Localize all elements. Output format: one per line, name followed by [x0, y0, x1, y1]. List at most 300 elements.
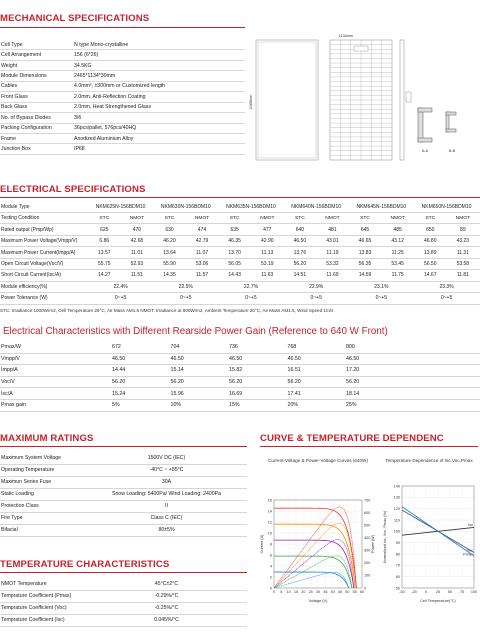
electrical-row — [0, 259, 480, 270]
iv-y-right-tick: 600 — [364, 510, 371, 515]
efficiency-label: Module efficiency(%) — [1, 283, 48, 290]
efficiency-value: 22.7% — [243, 283, 259, 290]
rearside-value: 704 — [170, 344, 180, 351]
rearside-value: 46.50 — [170, 355, 184, 362]
iv-y-label: Current (A) — [260, 534, 264, 554]
electrical-row — [0, 202, 480, 213]
temp-dependence-title: Temperature Dependence of Isc,Voc,Pmax — [385, 458, 473, 463]
max-rating-key: Static Loading — [1, 491, 34, 498]
tolerance-value: 0~+5 — [440, 295, 453, 302]
iv-y-tick: 2 — [269, 575, 272, 580]
iv-y-tick: 6 — [269, 553, 272, 558]
electrical-param-label: Open Circuit Voltage(Voc/V) — [1, 260, 64, 267]
rearside-value: 15.82 — [229, 367, 243, 374]
rearside-value: 768 — [287, 344, 297, 351]
mechanical-key: Weight — [1, 62, 18, 69]
rearside-value: 15.24 — [112, 390, 126, 397]
td-y-tick: 100 — [393, 529, 400, 534]
max-rating-value: Class C (IEC) — [150, 515, 183, 522]
iv-x-tick: 20 — [301, 590, 306, 594]
rearside-label: Isc/A — [1, 390, 13, 397]
td-x-tick: 25 — [435, 590, 441, 594]
td-y-tick: 80 — [395, 552, 400, 557]
mechanical-row — [0, 113, 245, 123]
mechanical-key: Junction Box — [1, 146, 31, 153]
electrical-value: 13.89 — [423, 249, 437, 256]
rearside-value: 56.20 — [112, 379, 126, 386]
td-series-label: Isc — [468, 522, 473, 527]
td-series-label: Voc — [466, 548, 473, 553]
td-y-tick: 70 — [395, 563, 400, 568]
curves-title: CURVE & TEMPERATURE DEPENDENC — [260, 433, 444, 444]
max-ratings-table — [0, 453, 247, 537]
rearside-table — [0, 342, 480, 412]
iv-x-tick: 60 — [359, 590, 365, 594]
iv-curve-line — [274, 572, 349, 588]
iv-y-right-tick: 0 — [364, 586, 367, 591]
rearside-value: 5% — [112, 402, 120, 409]
electrical-value: 11.81 — [456, 272, 469, 279]
max-rating-row — [0, 501, 247, 513]
temperature-value: 45°C±2°C — [154, 581, 179, 588]
mechanical-key: Cables — [1, 83, 18, 90]
iv-y-tick: 10 — [267, 531, 272, 536]
mechanical-row — [0, 92, 245, 102]
electrical-value: 43.12 — [391, 238, 404, 245]
condition-cell: NMOT — [129, 215, 145, 221]
max-rating-value: II — [165, 503, 168, 510]
testing-condition-label: Testing Condition — [1, 215, 40, 222]
max-rating-row — [0, 465, 247, 477]
iv-y-right-tick: 500 — [364, 523, 371, 528]
iv-x-tick: 5 — [280, 590, 283, 594]
mechanical-value: Anodized Aluminium Alloy — [74, 135, 134, 142]
rearside-value: 46.50 — [229, 355, 243, 362]
electrical-value: 43.01 — [326, 238, 339, 245]
mechanical-key: Cell Arrangement — [1, 52, 42, 59]
condition-cell: NMOT — [194, 215, 210, 221]
temperature-rule — [0, 572, 247, 573]
iv-x-tick: 50 — [345, 590, 350, 594]
electrical-value: 11.51 — [130, 272, 143, 279]
electrical-value: 11.75 — [391, 272, 404, 279]
iv-x-tick: 10 — [286, 590, 291, 594]
electrical-value: 53.19 — [261, 260, 274, 267]
electrical-value: 11.69 — [326, 272, 339, 279]
front-view — [256, 40, 318, 160]
rearside-value: 46.50 — [287, 355, 301, 362]
model-name: NKM650N-156BDM10 — [421, 204, 472, 210]
mechanical-value: N type Mono-crystalline — [74, 41, 129, 48]
condition-cell: STC — [360, 215, 370, 221]
mechanical-value: 2.0mm, Heat Strengthened Glass — [74, 104, 151, 111]
efficiency-value: 23.3% — [439, 283, 454, 290]
iv-curve-chart — [258, 458, 378, 643]
max-ratings-rule — [0, 446, 247, 447]
mechanical-value: IP68 — [74, 146, 85, 153]
iv-x-label: Voltage (V) — [308, 599, 328, 603]
iv-curve-line — [274, 540, 354, 588]
dim-top: 1134mm — [338, 34, 354, 38]
temperature-key: Temprature Coefficient (Voc) — [1, 605, 67, 612]
iv-x-tick: 25 — [308, 590, 313, 594]
electrical-value: 640 — [295, 226, 305, 233]
electrical-value: 14.67 — [423, 272, 437, 279]
section-b-label: B-B — [448, 149, 456, 153]
mechanical-row — [0, 144, 245, 154]
temperature-key: Temprature Coefficient (Isc) — [1, 617, 65, 624]
electrical-value: 13.64 — [163, 249, 176, 256]
mechanical-row — [0, 134, 245, 144]
mechanical-value: 3/6 — [74, 114, 82, 121]
electrical-value: 13.83 — [358, 249, 372, 256]
temperature-row — [0, 615, 247, 627]
electrical-row — [0, 213, 480, 224]
mechanical-row — [0, 61, 245, 71]
max-rating-row — [0, 525, 247, 537]
electrical-value: 53.58 — [456, 260, 470, 267]
electrical-value: 14.51 — [293, 272, 307, 279]
electrical-title: ELECTRICAL SPECIFICATIONS — [0, 184, 146, 195]
electrical-value: 630 — [165, 226, 174, 233]
electrical-value: 13.76 — [293, 249, 307, 256]
module-type-label: Module Type — [1, 204, 30, 210]
rearside-value: 56.20 — [346, 379, 360, 386]
electrical-value: 55.75 — [98, 260, 111, 267]
electrical-value: 11.07 — [196, 249, 209, 256]
td-y-tick: 140 — [393, 484, 400, 489]
electrical-value: 56.35 — [358, 260, 372, 267]
electrical-value: 56.20 — [293, 260, 307, 267]
electrical-value: 56.05 — [228, 260, 241, 267]
electrical-value: 53.45 — [391, 260, 404, 267]
td-series-label: Pmax — [463, 552, 473, 557]
electrical-param-label: Maximum Power Current(Impp/A) — [1, 249, 76, 256]
iv-x-tick: 0 — [272, 590, 276, 594]
td-x-tick: 0 — [424, 590, 428, 594]
electrical-value: 53.32 — [326, 260, 339, 267]
electrical-value: 43.23 — [456, 238, 470, 245]
iv-y-tick: 4 — [269, 564, 272, 569]
temp-dependence-chart — [380, 458, 478, 643]
condition-cell: STC — [164, 215, 175, 221]
model-name: NKM640N-156BDM10 — [291, 204, 342, 210]
temperature-key: Temprature Coefficient (Pmax) — [1, 593, 72, 600]
iv-y-tick: 14 — [267, 509, 272, 514]
electrical-row — [0, 282, 480, 293]
iv-y-right-tick: 300 — [364, 548, 371, 553]
rearside-value: 16.69 — [229, 390, 243, 397]
electrical-value: 481 — [328, 226, 337, 233]
condition-cell: NMOT — [325, 215, 340, 221]
electrical-value: 645 — [360, 226, 370, 233]
max-rating-key: Maximun Series Fuse — [1, 479, 52, 486]
mechanical-row — [0, 103, 245, 113]
max-rating-value: 80±5% — [158, 527, 175, 534]
mechanical-title: MECHANICAL SPECIFICATIONS — [0, 13, 150, 24]
electrical-value: 11.63 — [261, 272, 274, 279]
td-x-label: Cell Temperature(°C) — [420, 599, 456, 603]
td-x-tick: 50 — [447, 590, 453, 594]
electrical-value: 11.19 — [326, 249, 339, 256]
temperature-value: 0.045%/°C — [154, 617, 179, 624]
tolerance-value: 0~+5 — [180, 295, 192, 302]
rearside-row — [0, 377, 480, 389]
condition-cell: NMOT — [455, 215, 471, 221]
td-y-tick: 120 — [393, 506, 400, 511]
electrical-value: 46.50 — [293, 238, 307, 245]
tolerance-value: 0~+5 — [245, 295, 257, 302]
pv-curve-line — [274, 539, 354, 588]
electrical-value: 52.93 — [130, 260, 144, 267]
rearside-value: 18.14 — [346, 390, 360, 397]
temperature-title: TEMPERATURE CHARACTERISTICS — [0, 559, 170, 570]
electrical-param-label: Short Circuit Current(Isc/A) — [1, 272, 62, 279]
mechanical-value: 34.5KG — [74, 62, 92, 69]
electrical-rule — [0, 197, 480, 198]
temperature-row — [0, 579, 247, 591]
iv-y-tick: 16 — [267, 498, 272, 503]
electrical-value: 474 — [197, 226, 207, 233]
mechanical-rule — [0, 27, 245, 28]
iv-x-tick: 35 — [323, 590, 328, 594]
rearside-row — [0, 354, 480, 366]
efficiency-value: 23.1% — [374, 283, 389, 290]
mounting-hole-detail — [406, 92, 411, 102]
mechanical-key: Cell Type — [1, 41, 23, 48]
max-rating-row — [0, 489, 247, 501]
electrical-value: 470 — [132, 226, 142, 233]
mechanical-row — [0, 82, 245, 92]
rearside-value: 10% — [170, 402, 182, 409]
condition-cell: STC — [425, 215, 436, 221]
rearside-value: 800 — [346, 344, 355, 351]
rearside-value: 56.20 — [229, 379, 243, 386]
max-rating-value: 1500V DC (IEC) — [147, 455, 186, 462]
iv-y-right-tick: 100 — [364, 573, 371, 578]
electrical-param-label: Maximum Power Voltage(Vmpp/V) — [1, 238, 78, 245]
curves-rule — [260, 446, 478, 447]
electrical-value: 89 — [460, 226, 466, 233]
mechanical-key: Back Glass — [1, 104, 28, 111]
rearside-value: 46.50 — [112, 355, 126, 362]
tolerance-value: 0~+5 — [114, 295, 127, 302]
back-view — [330, 40, 392, 160]
max-rating-row — [0, 453, 247, 465]
iv-x-tick: 40 — [330, 590, 335, 594]
iv-y-tick: 12 — [267, 520, 272, 525]
tolerance-value: 0~+5 — [375, 295, 388, 302]
rearside-value: 17.20 — [346, 367, 360, 374]
mechanical-key: Front Glass — [1, 93, 28, 100]
model-name: NKM625N-156BDM10 — [95, 204, 146, 210]
electrical-row — [0, 247, 480, 258]
rearside-value: 46.50 — [346, 355, 360, 362]
max-rating-row — [0, 477, 247, 489]
electrical-value: 14.35 — [163, 272, 176, 279]
electrical-value: 42.68 — [130, 238, 144, 245]
electrical-value: 11.25 — [391, 249, 404, 256]
electrical-row — [0, 224, 480, 235]
iv-y-tick: 8 — [269, 542, 272, 547]
electrical-value: 625 — [100, 226, 109, 233]
electrical-value: 46.65 — [358, 238, 372, 245]
side-view — [400, 40, 404, 160]
electrical-param-label: Rated output (Pmp/Wp) — [1, 226, 54, 233]
electrical-row — [0, 293, 480, 304]
rearside-value: 17.41 — [287, 390, 301, 397]
max-rating-key: Fire Type — [1, 515, 23, 522]
td-y-label: Normalized Isc, Voc, Pmax (%) — [383, 510, 387, 564]
electrical-value: 635 — [230, 226, 239, 233]
mechanical-value: 2.0mm, Anti-Reflection Coating — [74, 93, 146, 100]
mechanical-key: Module Dimensions — [1, 73, 47, 80]
td-x-tick: 100 — [470, 590, 478, 594]
max-rating-value: Snow Loading: 5400Pa/ Wind Loading: 2400Pa — [111, 491, 222, 498]
electrical-value: 42.79 — [195, 238, 209, 245]
mechanical-value: 36pcs/pallet, 576pcs/40HQ — [74, 125, 137, 132]
rearside-value: 736 — [229, 344, 238, 351]
iv-y-right-tick: 700 — [364, 498, 371, 503]
rearside-row — [0, 342, 480, 354]
rearside-title: Electrical Characteristics with Different Rearside Power Gain (Reference to 640 W Front) — [3, 326, 388, 337]
mechanical-key: Frame — [1, 135, 16, 142]
efficiency-value: 22.9% — [309, 283, 324, 290]
module-drawing — [250, 32, 478, 167]
rearside-row — [0, 400, 480, 412]
iv-y-right-tick: 400 — [364, 536, 371, 541]
rearside-value: 672 — [112, 344, 121, 351]
rearside-row — [0, 365, 480, 377]
max-rating-key: Protection Class — [1, 503, 39, 510]
temperature-row — [0, 603, 247, 615]
rearside-value: 20% — [287, 402, 299, 409]
td-y-tick: 130 — [393, 495, 400, 500]
frame-section-detail — [418, 108, 456, 142]
rearside-value: 25% — [346, 402, 357, 409]
iv-x-tick: 30 — [315, 590, 321, 594]
electrical-value: 650 — [426, 226, 435, 233]
rearside-value: 16.51 — [287, 367, 301, 374]
section-a-label: A-A — [421, 149, 429, 153]
condition-cell: STC — [229, 215, 240, 221]
rearside-label: Vmpp/V — [1, 355, 20, 362]
tolerance-label: Power Tolerance (W) — [1, 295, 48, 302]
mechanical-key: No. of Bypass Diodes — [1, 114, 51, 121]
rearside-value: 56.20 — [170, 379, 184, 386]
electrical-value: 13.70 — [228, 249, 241, 256]
electrical-value: 11.31 — [456, 249, 469, 256]
mechanical-row — [0, 40, 245, 50]
iv-curve-title: Current-Voltage & Power-Voltage Curves (640W) — [268, 458, 368, 463]
iv-x-tick: 45 — [337, 590, 343, 594]
td-y-tick: 60 — [395, 574, 400, 579]
electrical-value: 14.27 — [98, 272, 111, 279]
model-name: NKM645N-156BDM10 — [356, 204, 407, 210]
electrical-value: 485 — [393, 226, 402, 233]
max-ratings-title: MAXIMUM RATINGS — [0, 433, 94, 444]
mechanical-value: 4.0mm², ±300mm or Customized length — [74, 83, 166, 90]
iv-curve-line — [274, 508, 356, 588]
model-name: NKM635N-156BDM10 — [226, 204, 276, 210]
mechanical-table — [0, 40, 245, 155]
model-name: NKM630N-156BDM10 — [160, 204, 211, 210]
temperature-value: -0.25%/°C — [154, 605, 179, 612]
td-x-tick: 75 — [459, 590, 465, 594]
mechanical-row — [0, 71, 245, 81]
iv-x-tick: 55 — [352, 590, 357, 594]
rearside-row — [0, 388, 480, 400]
rearside-label: Impp/A — [1, 367, 18, 374]
test-conditions-note: STC: Irradiance 1000W/m2, Cell Temperature 25°C, Air Mass AM1.5 NMOT: Irradiance at 800W/m2, Ambient Temperature 20°C, Air Mass AM1.5, Wind Speed 1m/s — [0, 308, 334, 313]
temperature-key: NMOT Temperature — [1, 581, 47, 588]
rearside-label: Pmax/W — [1, 344, 22, 351]
td-y-tick: 50 — [395, 586, 400, 591]
electrical-value: 46.20 — [163, 238, 176, 245]
pv-curve-line — [274, 507, 356, 588]
rearside-value: 14.44 — [112, 367, 126, 374]
rearside-value: 56.20 — [287, 379, 301, 386]
tolerance-value: 0~+5 — [310, 295, 322, 302]
electrical-value: 6.86 — [99, 238, 110, 245]
mechanical-row — [0, 124, 245, 134]
max-rating-key: Operating Temperature — [1, 467, 55, 474]
max-rating-row — [0, 513, 247, 525]
condition-cell: STC — [294, 215, 305, 221]
iv-y-tick: 0 — [269, 586, 272, 591]
electrical-value: 56.50 — [423, 260, 437, 267]
electrical-value: 14.43 — [228, 272, 241, 279]
electrical-value: 53.06 — [195, 260, 209, 267]
td-x-tick: -25 — [411, 590, 417, 594]
condition-cell: NMOT — [260, 215, 275, 221]
electrical-value: 13.57 — [98, 249, 111, 256]
iv-y-right-label: Power (W) — [371, 535, 375, 553]
max-rating-value: -40°C ~ +85°C — [149, 467, 184, 474]
electrical-value: 46.35 — [228, 238, 241, 245]
electrical-value: 11.13 — [261, 249, 274, 256]
electrical-row — [0, 270, 480, 281]
mechanical-value: 156 (6*26) — [74, 52, 99, 59]
iv-y-right-tick: 200 — [364, 561, 371, 566]
td-y-tick: 90 — [395, 540, 400, 545]
electrical-value: 42.90 — [261, 238, 274, 245]
electrical-value: 55.90 — [163, 260, 176, 267]
td-x-tick: -50 — [399, 590, 405, 594]
temp-dependence-svg — [380, 472, 478, 638]
efficiency-value: 22.4% — [113, 283, 128, 290]
rearside-value: 15% — [229, 402, 240, 409]
electrical-value: 11.57 — [196, 272, 209, 279]
max-rating-key: Maximum System Voltage — [1, 455, 61, 462]
max-rating-value: 30A — [161, 479, 172, 486]
mechanical-value: 2465*1134*30mm — [74, 73, 116, 80]
temperature-row — [0, 591, 247, 603]
electrical-value: 14.59 — [358, 272, 372, 279]
electrical-row — [0, 236, 480, 247]
mechanical-row — [0, 50, 245, 60]
electrical-value: 46.80 — [423, 238, 437, 245]
iv-x-tick: 15 — [293, 590, 299, 594]
rearside-value: 15.14 — [170, 367, 184, 374]
electrical-table — [0, 202, 480, 305]
rearside-label: Voc/V — [1, 379, 15, 386]
condition-cell: NMOT — [390, 215, 405, 221]
temperature-table — [0, 579, 247, 627]
electrical-value: 477 — [263, 226, 272, 233]
efficiency-value: 22.5% — [178, 283, 193, 290]
condition-cell: STC — [99, 215, 110, 221]
